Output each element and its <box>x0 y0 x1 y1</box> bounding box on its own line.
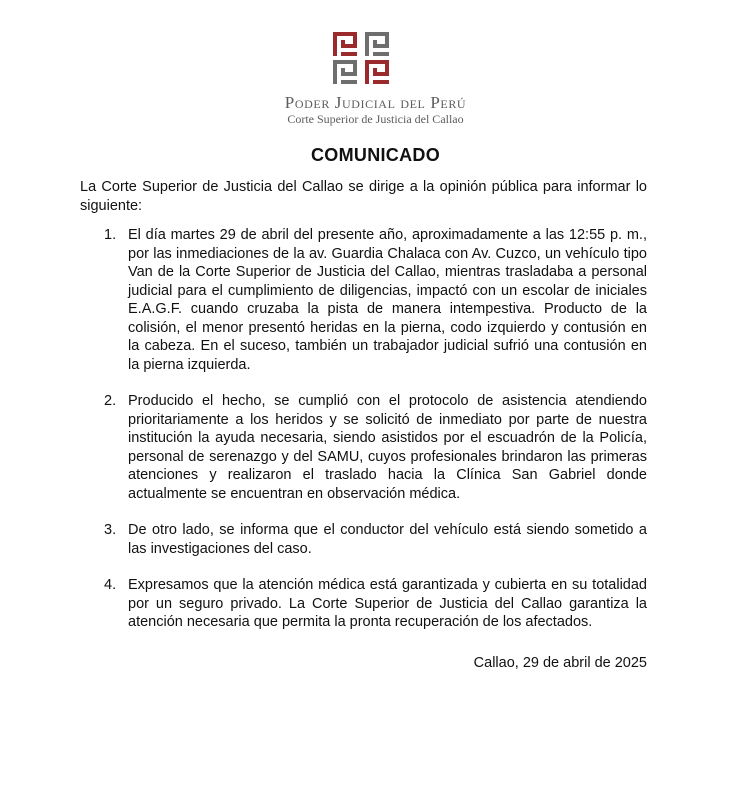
page-title: COMUNICADO <box>311 145 440 165</box>
list-item-number: 2. <box>104 393 117 409</box>
place-date-signoff: Callao, 29 de abril de 2025 <box>473 655 647 671</box>
list-item-text: Expresamos que la atención médica está garantizada y cubierta en su totalidad por un seguro privado. La Corte Superior de Justicia del Callao garantiza la atención necesaria que permita la pronta recuperación de los afectados. <box>128 577 647 630</box>
list-item-number: 1. <box>104 227 117 243</box>
list-item-number: 3. <box>104 522 117 538</box>
list-item <box>80 521 647 558</box>
list-item-number: 4. <box>104 577 117 593</box>
org-subtitle: Corte Superior de Justicia del Callao <box>287 112 464 126</box>
statement-list <box>80 226 647 650</box>
list-item <box>80 226 647 374</box>
intro-paragraph: La Corte Superior de Justicia del Callao se dirige a la opinión pública para informar lo siguiente: <box>80 179 647 214</box>
list-item-text: El día martes 29 de abril del presente año, aproximadamente a las 12:55 p. m., por las inmediaciones de la av. Guardia Chalaca con Av. Cuzco, un vehículo tipo Van de la Corte Superior de Justicia del Callao, mientras trasladaba a personal judicial para el cumplimiento de diligencias, impactó con un escolar de iniciales E.A.G.F. cuando cruzaba la pista de manera intempestiva. Producto de la colisión, el menor presentó heridas en la pierna, codo izquierdo y contusión en la cabeza. En el suceso, también un trabajador judicial sufrió una contusión en la pierna izquierda. <box>128 227 647 373</box>
list-item-text: De otro lado, se informa que el conductor del vehículo está siendo sometido a las investigaciones del caso. <box>128 522 647 557</box>
list-item <box>80 392 647 503</box>
org-name: Poder Judicial del Perú <box>284 93 467 112</box>
poder-judicial-logo <box>331 29 393 87</box>
list-item-text: Producido el hecho, se cumplió con el protocolo de asistencia atendiendo prioritariamente a los heridos y se solicitó de inmediato por parte de nuestra institución la ayuda necesaria, siendo asistidos por el escuadrón de la Policía, personal de serenazgo y del SAMU, cuyos profesionales brindaron las primeras atenciones y realizaron el traslado hacia la Clínica San Gabriel donde actualmente se encuentran en observación médica. <box>128 393 647 502</box>
list-item <box>80 576 647 632</box>
